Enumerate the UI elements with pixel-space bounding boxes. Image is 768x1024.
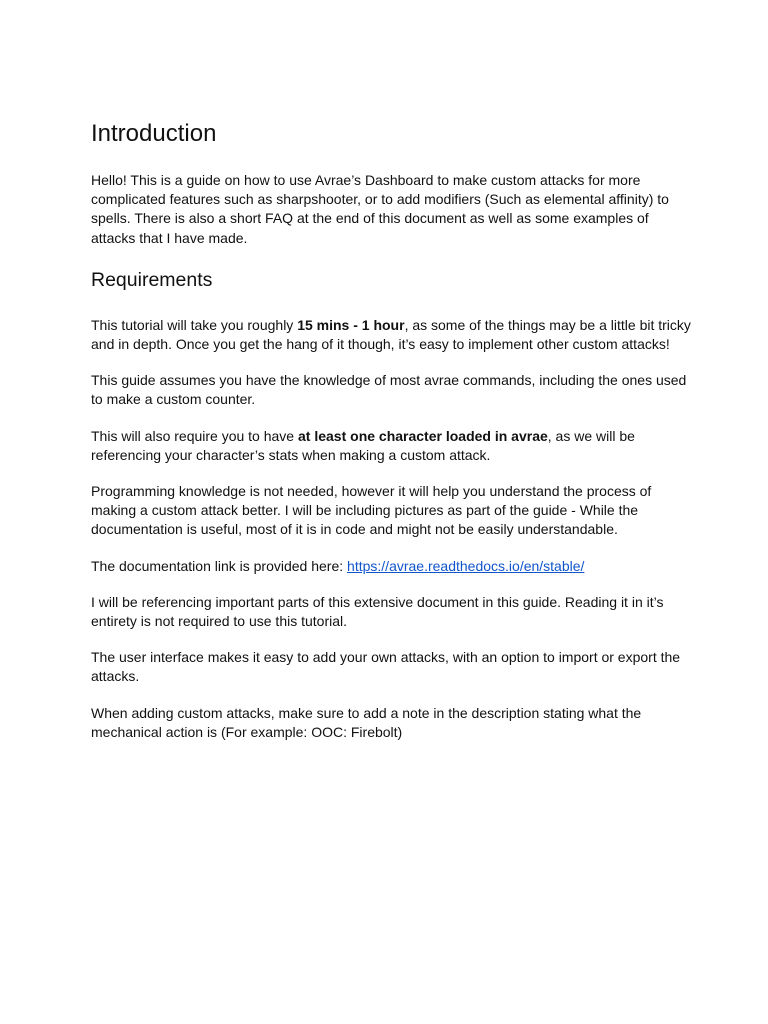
reference-paragraph: I will be referencing important parts of this extensive document in this guide. Reading it in it’s entirety is not required to use this tutorial.	[91, 593, 664, 630]
documentation-paragraph	[91, 557, 691, 576]
time-text-after: , as some of the things may be a little bit tricky and in depth. Once you get the hang of it though, it’s easy to implement other custom attacks!	[91, 316, 691, 353]
documentation-link[interactable]: https://avrae.readthedocs.io/en/stable/	[347, 557, 585, 574]
documentation-text: The documentation link is provided here:	[91, 557, 348, 574]
programming-paragraph: Programming knowledge is not needed, however it will help you understand the process of making a custom attack better. I will be including pictures as part of the guide - While the documentation is useful, most of it is in code and might not be easily understandable.	[91, 483, 652, 538]
requirements-heading: Requirements	[91, 268, 213, 291]
intro-paragraph: Hello! This is a guide on how to use Avrae’s Dashboard to make custom attacks for more complicated features such as sharpshooter, or to add modifiers (Such as elemental affinity) to spells. There is also a short FAQ at the end of this document as well as some examples of attacks that I have made.	[91, 172, 669, 246]
time-estimate-paragraph	[91, 316, 691, 354]
knowledge-paragraph: This guide assumes you have the knowledge of most avrae commands, including the ones used to make a custom counter.	[91, 372, 687, 408]
time-text-before: This tutorial will take you roughly	[91, 316, 298, 333]
character-text-before: This will also require you to have	[91, 427, 298, 444]
document-content	[91, 118, 691, 759]
introduction-heading: Introduction	[91, 120, 217, 147]
time-estimate-bold: 15 mins - 1 hour	[297, 316, 405, 333]
character-text-after: , as we will be referencing your character’s stats when making a custom attack.	[91, 427, 635, 463]
user-interface-paragraph: The user interface makes it easy to add your own attacks, with an option to import or export the attacks.	[91, 649, 681, 685]
character-paragraph	[91, 427, 691, 465]
character-requirement-bold: at least one character loaded in avrae	[298, 427, 548, 444]
custom-attack-note-paragraph: When adding custom attacks, make sure to add a note in the description stating what the mechanical action is (For example: OOC: Firebolt)	[91, 704, 642, 740]
